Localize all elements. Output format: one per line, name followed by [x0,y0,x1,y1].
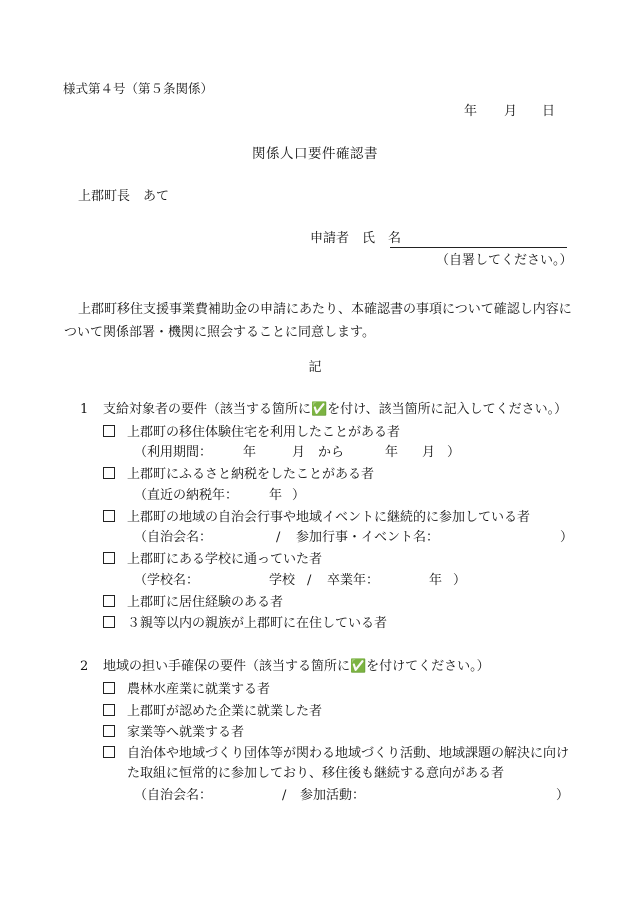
from-label: から [318,445,345,460]
graduation-year-label: 卒業年： [327,573,380,588]
checkbox[interactable] [103,746,115,758]
slash: / [282,788,287,803]
item-label: 上郡町が認めた企業に就業した者 [127,704,323,719]
section1-heading: 支給対象者の要件（該当する箇所に✅を付け、該当箇所に記入してください。） [103,402,568,417]
checkbox[interactable] [103,682,115,694]
date-day-label: 日 [542,104,556,119]
section2-item-4 [103,746,569,760]
form-number: 様式第４号（第５条関係） [63,81,214,96]
checkbox[interactable] [103,595,115,607]
addressee: 上郡町長 あて [78,189,170,204]
close-paren: ） [447,445,461,460]
year-label: 年 [429,573,443,588]
slash: / [307,573,312,588]
item-label: 家業等へ就業する者 [127,725,245,740]
close-paren: ） [453,573,467,588]
section2-item-2 [103,704,322,718]
year-label: 年 [385,445,399,460]
school-label: 学校 [269,573,296,588]
slash: / [276,530,281,545]
date-year-label: 年 [464,104,478,119]
item-label: 上郡町の移住体験住宅を利用したことがある者 [127,425,401,440]
ki-heading: 記 [308,360,322,375]
section2-item-3 [103,725,244,739]
section1-item-1 [103,425,400,439]
signature-line[interactable] [390,247,567,248]
section2-number: 2 [80,659,89,674]
item-label-line1: 自治体や地域づくり団体等が関わる地域づくり活動、地域課題の解決に向け [127,746,570,761]
checkbox[interactable] [103,467,115,479]
document-title: 関係人口要件確認書 [252,146,378,162]
checkbox[interactable] [103,704,115,716]
close-paren: ） [560,530,574,545]
close-paren: ） [292,488,306,503]
section2-item-4-line2: た取組に恒常的に参加しており、移住後も継続する意向がある者 [127,766,505,781]
checkbox[interactable] [103,510,115,522]
item-label: 上郡町の地域の自治会行事や地域イベントに継続的に参加している者 [127,510,531,525]
school-name-label: （学校名： [134,573,200,588]
section1-item-4 [103,552,322,566]
section1-item-3 [103,510,530,524]
usage-period-label: （利用期間： [134,445,213,460]
month-label: 月 [422,445,436,460]
section2-item-1 [103,682,270,696]
close-paren: ） [556,788,570,803]
section1-item-2 [103,467,374,481]
section1-item-6 [103,616,387,630]
consent-paragraph: 上郡町移住支援事業費補助金の申請にあたり、本確認書の事項について確認し内容について関係部署・機関に照会することに同意します。 [64,302,572,340]
item-label: 上郡町にある学校に通っていた者 [127,552,323,567]
jichikai-label: （自治会名： [134,788,213,803]
item-label: 上郡町に居住経験のある者 [127,595,284,610]
tax-year-label: （直近の納税年： [134,488,239,503]
section1-item-5 [103,595,283,609]
year-label: 年 [243,445,257,460]
checkbox[interactable] [103,616,115,628]
item-label: 農林水産業に就業する者 [127,682,271,697]
checkbox[interactable] [103,725,115,737]
checkbox[interactable] [103,425,115,437]
activity-label: 参加活動： [300,788,366,803]
self-sign-note: （自署してください。） [436,253,573,268]
date-month-label: 月 [504,104,518,119]
event-label: 参加行事・イベント名： [296,530,440,545]
section2-heading: 地域の担い手確保の要件（該当する箇所に✅を付けてください。） [103,659,490,674]
applicant-name-label: 申請者 氏 名 [310,231,402,246]
year-label: 年 [269,488,283,503]
jichikai-label: （自治会名： [134,530,213,545]
month-label: 月 [292,445,306,460]
item-label: 上郡町にふるさと納税をしたことがある者 [127,467,375,482]
section1-number: 1 [80,402,89,417]
item-label: ３親等以内の親族が上郡町に在住している者 [127,616,388,631]
checkbox[interactable] [103,552,115,564]
